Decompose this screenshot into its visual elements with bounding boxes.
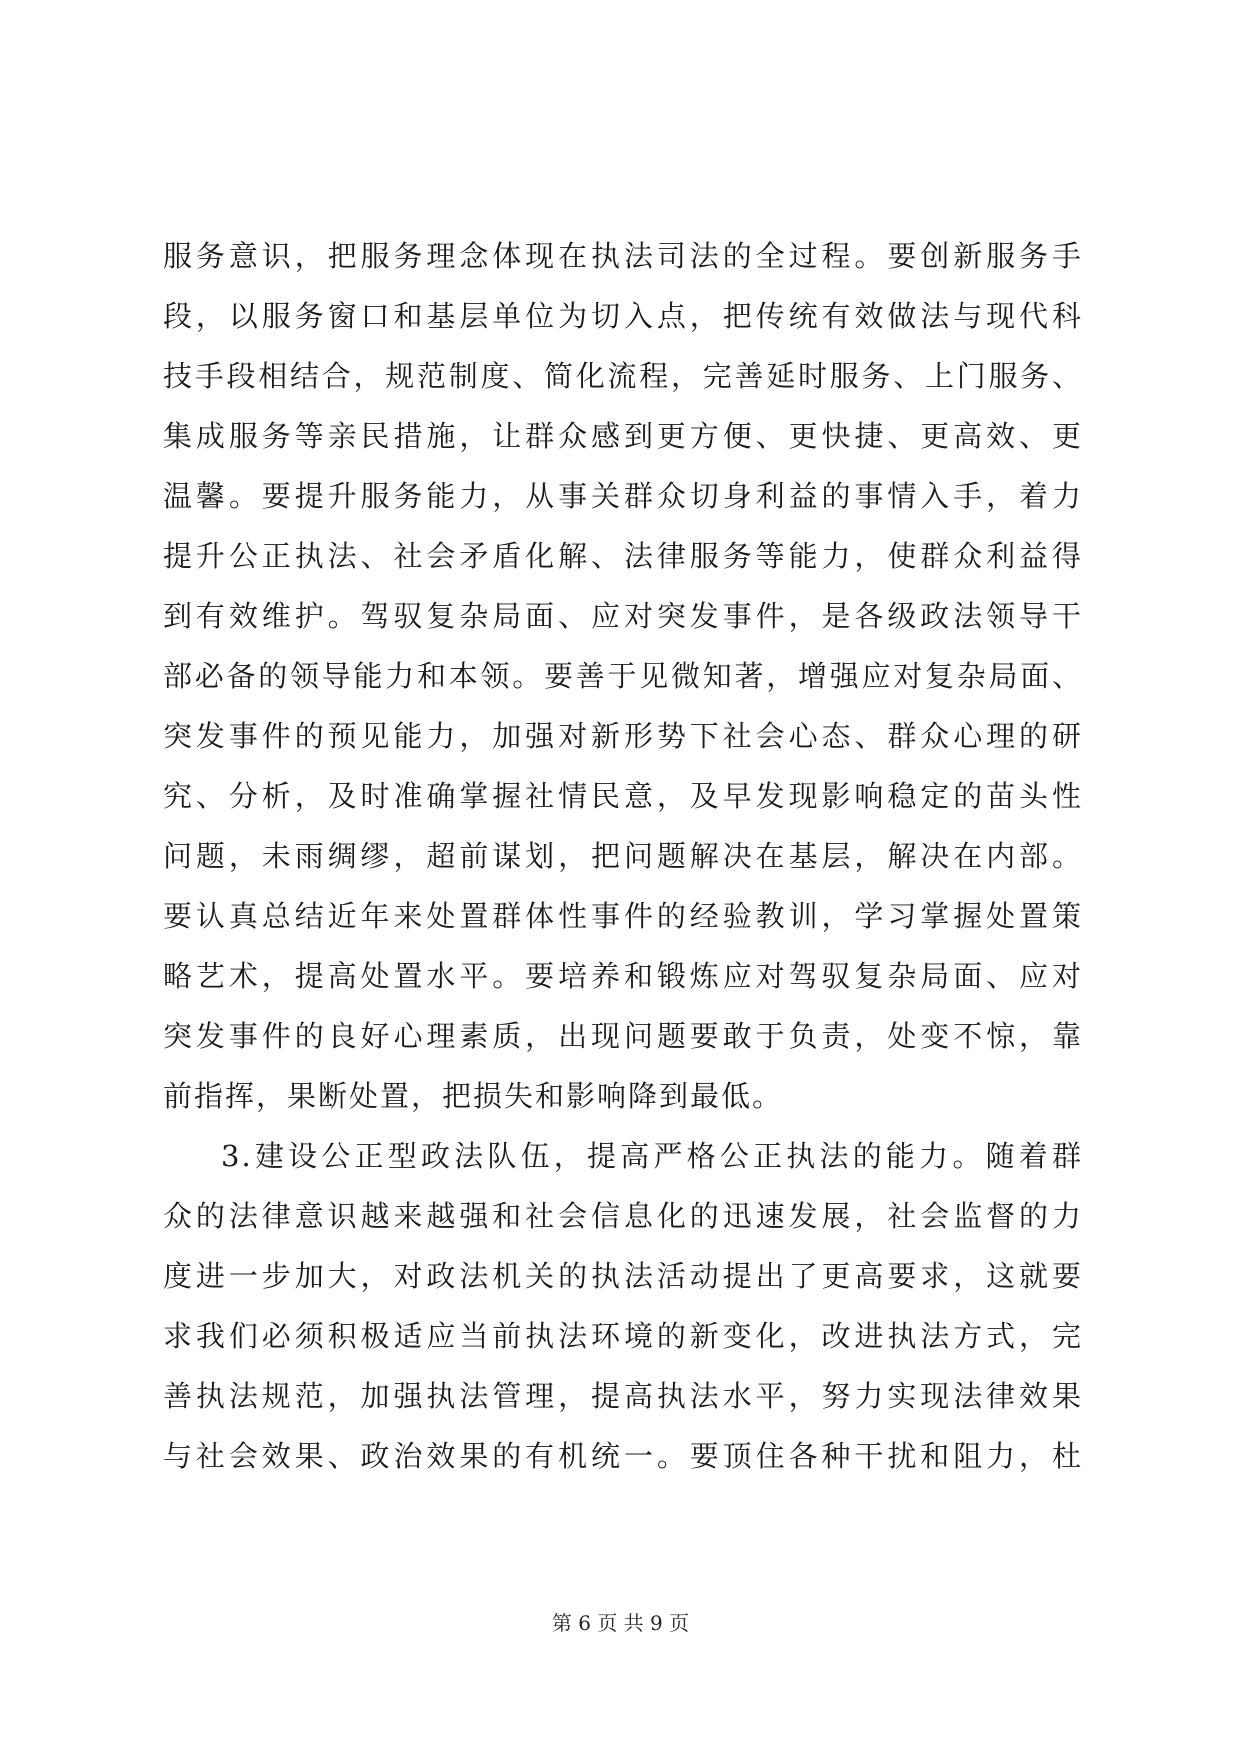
text-line: 部必备的领导能力和本领。要善于见微知著，增强应对复杂局面、 [163,659,1083,693]
section-heading-line: 3.建设公正型政法队伍，提高严格公正执法的能力。随着群 [221,1139,1083,1173]
text-line: 前指挥，果断处置，把损失和影响降到最低。 [163,1079,784,1113]
text-line: 提升公正执法、社会矛盾化解、法律服务等能力，使群众利益得 [163,539,1083,573]
text-line: 集成服务等亲民措施，让群众感到更方便、更快捷、更高效、更 [163,419,1083,453]
page-footer [0,1608,1241,1638]
body-text [163,226,1083,1486]
text-line: 要认真总结近年来处置群体性事件的经验教训，学习掌握处置策 [163,899,1083,933]
text-line: 众的法律意识越来越强和社会信息化的迅速发展，社会监督的力 [163,1199,1083,1233]
text-line: 突发事件的预见能力，加强对新形势下社会心态、群众心理的研 [163,719,1083,753]
text-line: 突发事件的良好心理素质，出现问题要敢于负责，处变不惊，靠 [163,1019,1083,1053]
text-line: 段，以服务窗口和基层单位为切入点，把传统有效做法与现代科 [163,299,1083,333]
text-line: 到有效维护。驾驭复杂局面、应对突发事件，是各级政法领导干 [163,599,1083,633]
text-line: 服务意识，把服务理念体现在执法司法的全过程。要创新服务手 [163,239,1083,273]
text-line: 度进一步加大，对政法机关的执法活动提出了更高要求，这就要 [163,1259,1083,1293]
text-line: 技手段相结合，规范制度、简化流程，完善延时服务、上门服务、 [163,359,1083,393]
text-line: 问题，未雨绸缪，超前谋划，把问题解决在基层，解决在内部。 [163,839,1083,873]
page-number-label: 第 6 页 共 9 页 [551,1611,690,1635]
text-line: 与社会效果、政治效果的有机统一。要顶住各种干扰和阻力，杜 [163,1439,1083,1473]
text-line: 略艺术，提高处置水平。要培养和锻炼应对驾驭复杂局面、应对 [163,959,1083,993]
text-line: 温馨。要提升服务能力，从事关群众切身利益的事情入手，着力 [163,479,1083,513]
text-line: 究、分析，及时准确掌握社情民意，及早发现影响稳定的苗头性 [163,779,1083,813]
text-line: 求我们必须积极适应当前执法环境的新变化，改进执法方式，完 [163,1319,1083,1353]
text-line: 善执法规范，加强执法管理，提高执法水平，努力实现法律效果 [163,1379,1083,1413]
